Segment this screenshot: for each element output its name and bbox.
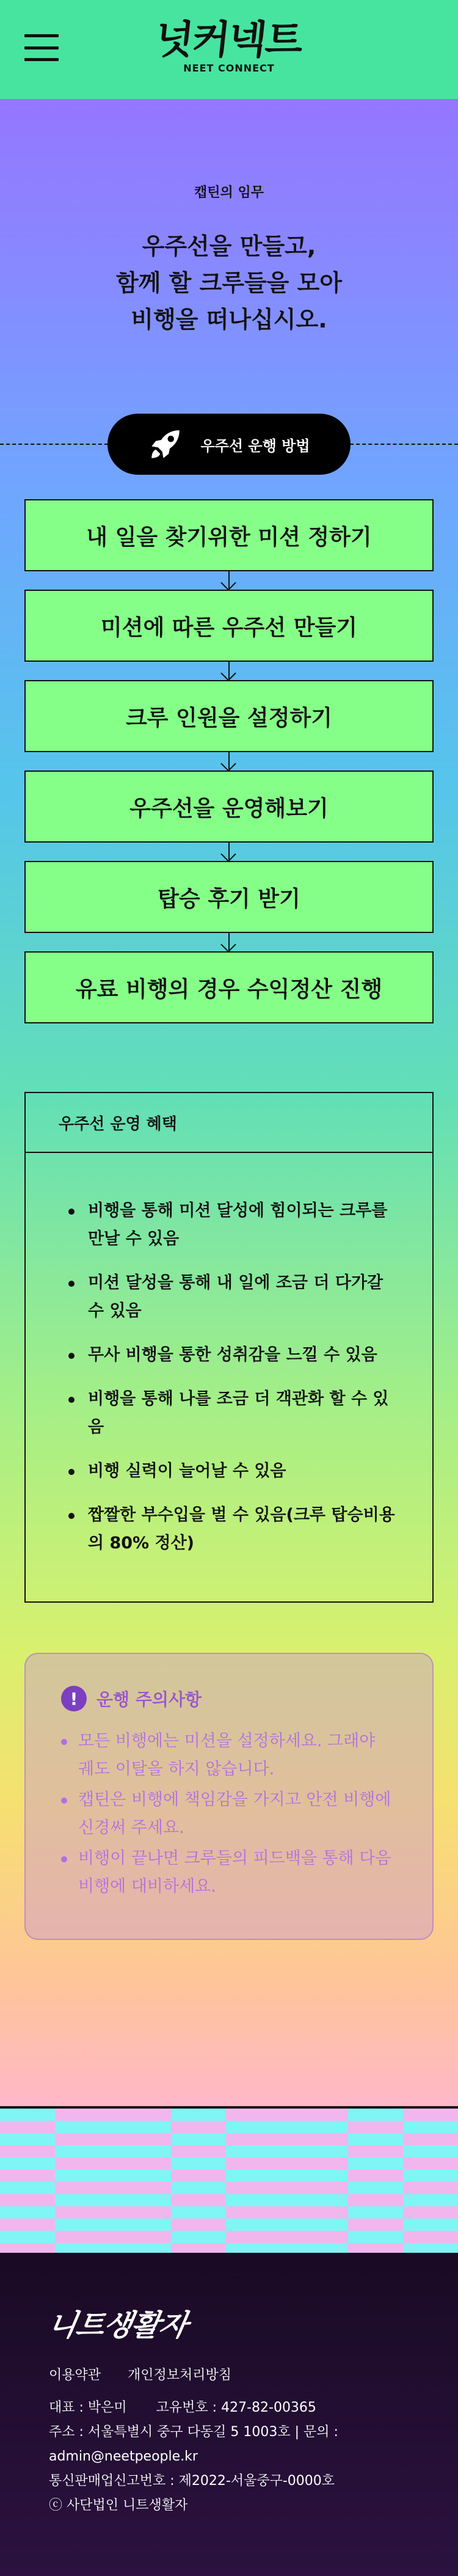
caution-box (24, 1653, 434, 1940)
footer-row (49, 2396, 458, 2420)
mission-text: 우주선을 만들고, 함께 할 크루들을 모아 비행을 떠나십시오. (115, 233, 343, 333)
copyright-text: ⓒ 사단법인 니트생활자 (49, 2498, 188, 2513)
step-1: 내 일을 찾기위한 미션 정하기 (24, 499, 434, 571)
pattern-block (171, 2219, 226, 2231)
privacy-link[interactable]: 개인정보처리방침 (128, 2368, 232, 2383)
pattern-block (171, 2157, 226, 2170)
pattern-block (403, 2219, 458, 2231)
logo-sub-text: NEET CONNECT (183, 62, 275, 74)
pattern-block (0, 2231, 55, 2243)
pattern-block (348, 2219, 403, 2231)
pattern-block (348, 2133, 403, 2145)
pattern-block (348, 2243, 403, 2253)
pattern-block (226, 2219, 348, 2231)
benefits-box (24, 1092, 434, 1603)
pattern-block (226, 2109, 348, 2121)
pattern-block (0, 2219, 55, 2231)
pattern-block (55, 2243, 171, 2253)
pattern-block (171, 2121, 226, 2133)
method-pill (107, 414, 351, 475)
pattern-block (226, 2194, 348, 2206)
pattern-block (348, 2121, 403, 2133)
pattern-block (226, 2121, 348, 2133)
pattern-block (403, 2243, 458, 2253)
caution-header (61, 1686, 396, 1711)
pattern-block (171, 2231, 226, 2243)
pattern-block (171, 2194, 226, 2206)
pattern-svg (0, 2109, 458, 2253)
pattern-block (403, 2145, 458, 2157)
pattern-block (348, 2170, 403, 2182)
pattern-block (55, 2194, 171, 2206)
step-3: 크루 인원을 설정하기 (24, 680, 434, 752)
pattern-block (0, 2145, 55, 2157)
pattern-block (0, 2109, 55, 2121)
pattern-block (55, 2182, 171, 2194)
method-divider (0, 414, 458, 475)
pattern-block (55, 2109, 171, 2121)
logo-main-text: 넛커넥트 (153, 18, 305, 63)
pattern-block (226, 2145, 348, 2157)
mission-label: 캡틴의 임무 (194, 185, 264, 200)
pattern-block (171, 2109, 226, 2121)
pattern-block (348, 2206, 403, 2219)
footer (0, 2253, 458, 2576)
benefits-title: 우주선 운영 혜택 (26, 1093, 432, 1153)
arrow-down-icon (24, 843, 434, 861)
pattern-block (171, 2170, 226, 2182)
step-4: 우주선을 운영해보기 (24, 770, 434, 843)
pattern-block (348, 2145, 403, 2157)
pattern-block (226, 2157, 348, 2170)
pattern-block (403, 2157, 458, 2170)
rocket-icon (148, 427, 183, 461)
pattern-block (226, 2170, 348, 2182)
pattern-block (0, 2157, 55, 2170)
pattern-block (55, 2121, 171, 2133)
caution-item: 모든 비행에는 미션을 설정하세요. 그래야 궤도 이탈을 하지 않습니다. (61, 1727, 396, 1784)
pattern-block (226, 2206, 348, 2219)
mission-section (0, 99, 458, 338)
pattern-block (0, 2194, 55, 2206)
pattern-block (403, 2194, 458, 2206)
pattern-block (348, 2194, 403, 2206)
pattern-block (403, 2109, 458, 2121)
benefit-item: 비행을 통해 나를 조금 더 객관화 할 수 있음 (64, 1385, 396, 1441)
pattern-block (55, 2219, 171, 2231)
step-2: 미션에 따른 우주선 만들기 (24, 590, 434, 662)
pattern-block (171, 2182, 226, 2194)
pattern-block (348, 2182, 403, 2194)
pattern-block (0, 2206, 55, 2219)
pattern-block (403, 2231, 458, 2243)
benefit-item: 미션 달성을 통해 내 일에 조금 더 다가갈 수 있음 (64, 1269, 396, 1325)
exclamation-icon: ! (61, 1686, 87, 1711)
pattern-block (171, 2206, 226, 2219)
pattern-block (171, 2145, 226, 2157)
benefit-item: 비행 실력이 늘어날 수 있음 (64, 1457, 396, 1485)
pattern-block (55, 2133, 171, 2145)
arrow-down-icon (24, 662, 434, 680)
representative-text: 대표 : 박은미 (49, 2400, 127, 2415)
pattern-block (403, 2182, 458, 2194)
step-6: 유료 비행의 경우 수익정산 진행 (24, 951, 434, 1023)
benefit-item: 비행을 통해 미션 달성에 힘이되는 크루를 만날 수 있음 (64, 1197, 396, 1253)
pattern-block (55, 2157, 171, 2170)
pattern-block (348, 2157, 403, 2170)
pattern-block (226, 2133, 348, 2145)
commerce-text: 통신판매업신고번호 : 제2022-서울중구-0000호 (49, 2473, 335, 2489)
pattern-block (226, 2182, 348, 2194)
step-5: 탑승 후기 받기 (24, 861, 434, 933)
pattern-block (55, 2170, 171, 2182)
pattern-block (403, 2206, 458, 2219)
benefit-item: 짭짤한 부수입을 벌 수 있음(크루 탑승비용의 80% 정산) (64, 1501, 396, 1557)
address-text: 주소 : 서울특별시 중구 다동길 5 1003호 | 문의 : admin@neetpeople.kr (49, 2424, 338, 2464)
caution-item: 비행이 끝나면 크루들의 피드백을 통해 다음 비행에 대비하세요. (61, 1845, 396, 1901)
header (0, 0, 458, 99)
pattern-block (403, 2121, 458, 2133)
arrow-down-icon (24, 933, 434, 951)
pattern-block (0, 2121, 55, 2133)
pattern-block (348, 2231, 403, 2243)
pattern-block (0, 2182, 55, 2194)
pattern-block (0, 2243, 55, 2253)
pattern-block (55, 2231, 171, 2243)
pattern-block (0, 2133, 55, 2145)
caution-title: 운행 주의사항 (96, 1689, 202, 1710)
pattern-block (403, 2170, 458, 2182)
pattern-block (348, 2109, 403, 2121)
pattern-block (55, 2145, 171, 2157)
caution-list (61, 1727, 396, 1901)
pattern-block (403, 2133, 458, 2145)
benefits-list (26, 1153, 432, 1601)
decorative-pattern-band (0, 2106, 458, 2253)
pattern-block (171, 2133, 226, 2145)
arrow-down-icon (24, 571, 434, 590)
pattern-block (0, 2170, 55, 2182)
benefit-item: 무사 비행을 통한 성취감을 느낄 수 있음 (64, 1341, 396, 1369)
terms-link[interactable]: 이용약관 (49, 2368, 101, 2383)
pattern-block (226, 2243, 348, 2253)
logo[interactable] (0, 18, 458, 74)
arrow-down-icon (24, 752, 434, 770)
steps-list (24, 499, 434, 1023)
footer-logo: 니트생활자 (45, 2308, 190, 2343)
method-label: 우주선 운행 방법 (200, 437, 310, 455)
footer-info (49, 2396, 458, 2518)
pattern-block (55, 2206, 171, 2219)
pattern-block (226, 2231, 348, 2243)
pattern-block (171, 2243, 226, 2253)
reg-number-text: 고유번호 : 427-82-00365 (156, 2400, 316, 2415)
caution-item: 캡틴은 비행에 책임감을 가지고 안전 비행에 신경써 주세요. (61, 1786, 396, 1842)
footer-links (49, 2365, 458, 2384)
